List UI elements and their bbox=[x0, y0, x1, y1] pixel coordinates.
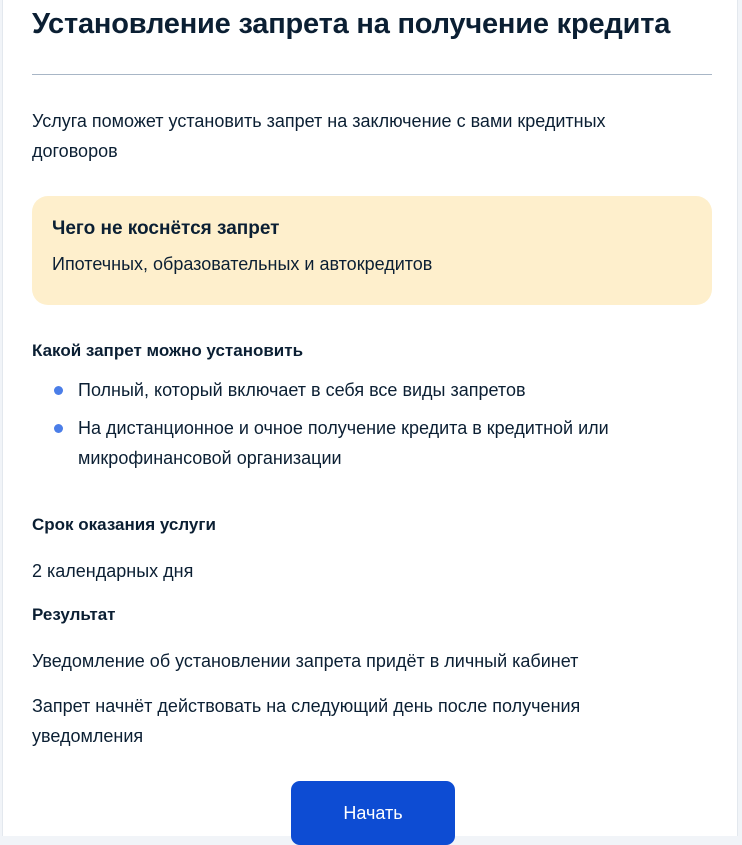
list-item-label: На дистанционное и очное получение кредита в кредитной или микрофинансовой организации bbox=[78, 418, 609, 468]
list-item-label: Полный, который включает в себя все виды запретов bbox=[78, 380, 526, 400]
page-title: Установление запрета на получение кредита bbox=[32, 8, 671, 40]
notice-title: Чего не коснётся запрет bbox=[52, 218, 280, 239]
start-button[interactable]: Начать bbox=[291, 781, 455, 845]
exclusions-notice bbox=[32, 196, 712, 305]
list-item bbox=[32, 375, 692, 405]
duration-heading: Срок оказания услуги bbox=[32, 515, 216, 534]
notice-text: Ипотечных, образовательных и автокредитов bbox=[52, 254, 433, 274]
duration-value: 2 календарных дня bbox=[32, 561, 194, 581]
ban-types-heading: Какой запрет можно установить bbox=[32, 341, 304, 360]
result-effective-text: Запрет начнёт действовать на следующий день после получения уведомления bbox=[32, 696, 581, 746]
bullet-icon bbox=[54, 386, 63, 395]
result-heading: Результат bbox=[32, 605, 116, 624]
service-card bbox=[2, 0, 738, 836]
list-item bbox=[32, 413, 638, 473]
ban-types-list bbox=[32, 375, 692, 481]
title-divider bbox=[32, 74, 712, 75]
service-description: Услуга поможет установить запрет на заключение с вами кредитных договоров bbox=[32, 111, 606, 161]
bullet-icon bbox=[54, 424, 63, 433]
result-notification-text: Уведомление об установлении запрета придёт в личный кабинет bbox=[32, 651, 579, 671]
